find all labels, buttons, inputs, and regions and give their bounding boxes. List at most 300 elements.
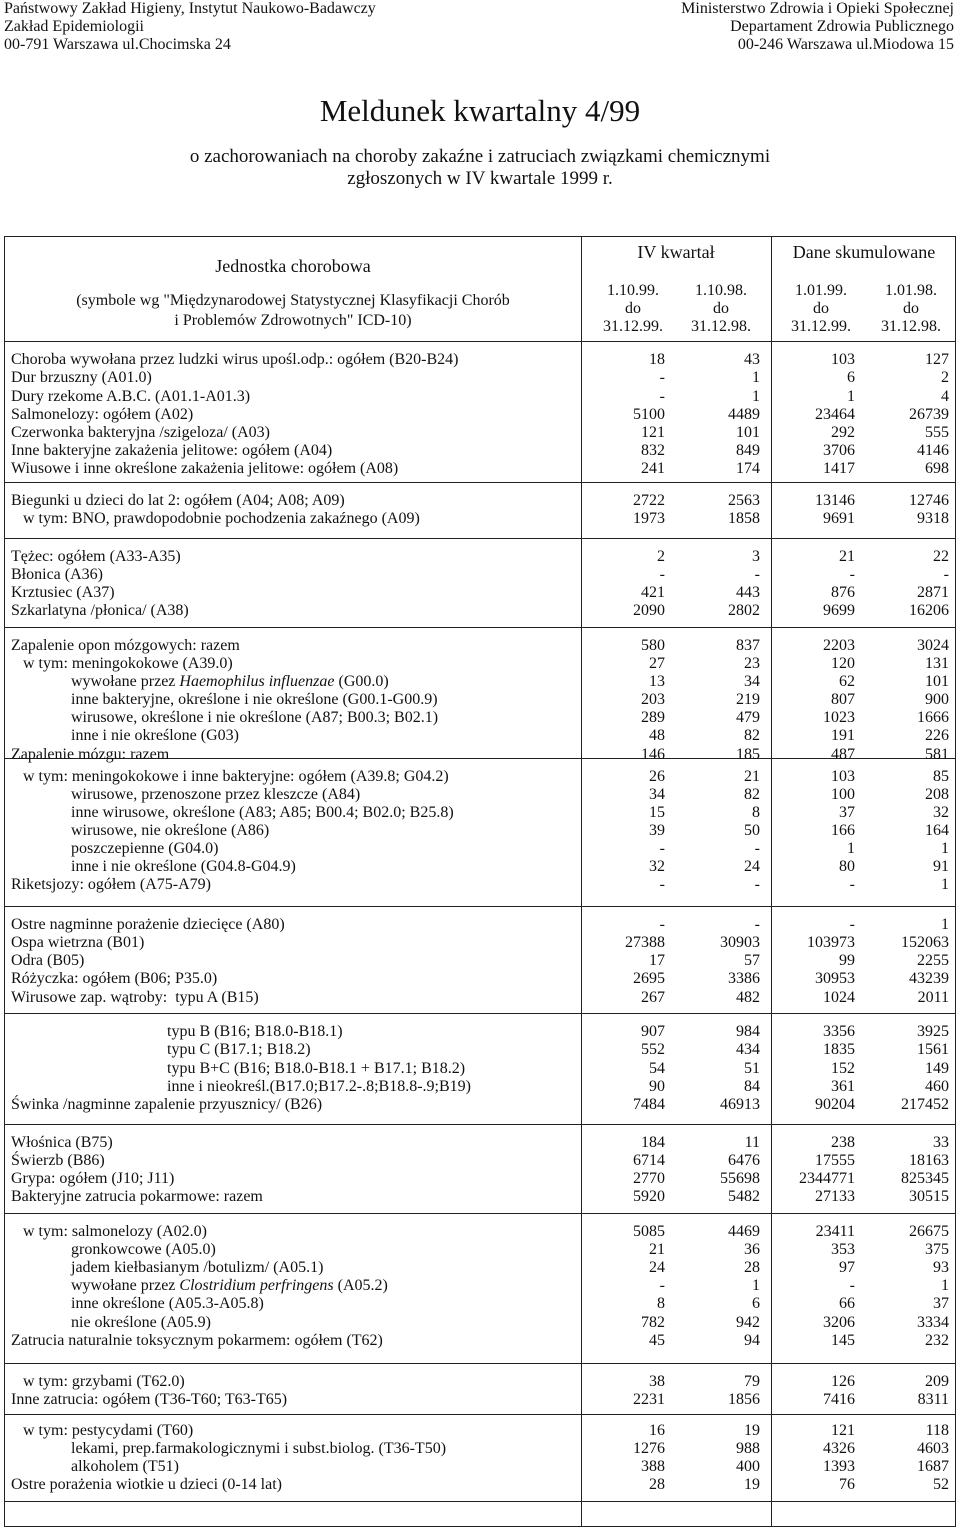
- row-label-text: poszczepienne (G04.0): [11, 840, 219, 857]
- value-cell: 1856: [728, 1391, 760, 1408]
- period-2-to: 31.12.98.: [691, 318, 751, 335]
- value-cell: 580: [641, 637, 665, 654]
- table-row: [5, 509, 957, 529]
- value-cell: 152063: [901, 934, 949, 951]
- value-cell: 2871: [917, 584, 949, 601]
- table-row: [5, 441, 957, 461]
- value-cell: 482: [736, 989, 760, 1006]
- table-row: [5, 654, 957, 674]
- row-label-text: Ostre nagminne porażenie dziecięce (A80): [11, 916, 285, 933]
- value-cell: 91: [933, 858, 949, 875]
- value-cell: 1687: [917, 1458, 949, 1475]
- row-label-text: typu C (B17.1; B18.2): [11, 1041, 311, 1058]
- row-label-suffix: (A05.2): [333, 1277, 388, 1294]
- header-ministry: [681, 0, 954, 54]
- value-cell: 21: [744, 768, 760, 785]
- table-row: [5, 1240, 957, 1260]
- value-cell: 267: [641, 989, 665, 1006]
- value-cell: 1024: [823, 989, 855, 1006]
- value-cell: 43239: [909, 970, 949, 987]
- header-institute: [4, 0, 376, 54]
- row-divider: [5, 1501, 955, 1502]
- value-cell: 100: [831, 786, 855, 803]
- table-row: [5, 933, 957, 953]
- value-cell: 375: [925, 1241, 949, 1258]
- value-cell: 11: [744, 1134, 760, 1151]
- value-cell: 698: [925, 460, 949, 477]
- row-label: [11, 387, 250, 407]
- row-label-text: inne i nie określone (G04.8-G04.9): [11, 858, 296, 875]
- value-cell: 32: [933, 804, 949, 821]
- header-left-line-3: 00-791 Warszawa ul.Chocimska 24: [4, 36, 231, 53]
- row-label: [11, 933, 144, 953]
- value-cell: 1858: [728, 510, 760, 527]
- value-cell: 82: [744, 786, 760, 803]
- value-cell: 26675: [909, 1223, 949, 1240]
- row-label: [11, 1372, 185, 1392]
- value-cell: 9699: [823, 602, 855, 619]
- value-cell: 17: [649, 952, 665, 969]
- row-label-text: Dury rzekome A.B.C. (A01.1-A01.3): [11, 388, 251, 405]
- header-right-line-3: 00-246 Warszawa ul.Miodowa 15: [737, 36, 954, 53]
- value-cell: 1561: [917, 1041, 949, 1058]
- row-label: [11, 601, 189, 621]
- value-cell: 1417: [823, 460, 855, 477]
- value-cell: 118: [925, 1422, 949, 1439]
- row-label-text: Świnka /nagminne zapalenie przyusznicy/ (B26): [11, 1096, 323, 1113]
- value-cell: 434: [736, 1041, 760, 1058]
- value-cell: 50: [744, 822, 760, 839]
- table-row: [5, 915, 957, 935]
- value-cell: 2231: [633, 1391, 665, 1408]
- row-label: [11, 1059, 465, 1079]
- value-cell: 2255: [917, 952, 949, 969]
- value-cell: 17555: [815, 1152, 855, 1169]
- value-cell: 90: [649, 1078, 665, 1095]
- value-cell: 4: [941, 388, 949, 405]
- value-cell: 4469: [728, 1223, 760, 1240]
- table-row: [5, 1475, 957, 1495]
- value-cell: 2770: [633, 1170, 665, 1187]
- value-cell: 1393: [823, 1458, 855, 1475]
- value-cell: 1: [847, 388, 855, 405]
- value-cell: -: [849, 1277, 855, 1294]
- value-cell: 1835: [823, 1041, 855, 1058]
- value-cell: 900: [925, 691, 949, 708]
- row-label: [11, 969, 217, 989]
- value-cell: 2090: [633, 602, 665, 619]
- value-cell: 443: [736, 584, 760, 601]
- value-cell: 5482: [728, 1188, 760, 1205]
- value-cell: 1: [941, 876, 949, 893]
- value-cell: -: [943, 566, 949, 583]
- row-label: [11, 583, 115, 603]
- value-cell: 353: [831, 1241, 855, 1258]
- value-cell: 849: [736, 442, 760, 459]
- row-label: [11, 821, 269, 841]
- row-label: [11, 988, 259, 1008]
- header-quarter: IV kwartał: [637, 242, 715, 262]
- table-row: [5, 839, 957, 859]
- table-row: [5, 368, 957, 388]
- table-row: [5, 636, 957, 656]
- value-cell: 45: [649, 1332, 665, 1349]
- value-cell: 5085: [633, 1223, 665, 1240]
- value-cell: 7484: [633, 1096, 665, 1113]
- value-cell: 85: [933, 768, 949, 785]
- value-cell: 43: [744, 351, 760, 368]
- value-cell: 15: [649, 804, 665, 821]
- row-label: [11, 745, 169, 765]
- value-cell: 217452: [901, 1096, 949, 1113]
- value-cell: 4326: [823, 1440, 855, 1457]
- value-cell: 26: [649, 768, 665, 785]
- value-cell: 3356: [823, 1023, 855, 1040]
- value-cell: 37: [839, 804, 855, 821]
- value-cell: -: [659, 369, 665, 386]
- value-cell: 3706: [823, 442, 855, 459]
- value-cell: 149: [925, 1060, 949, 1077]
- row-label: [11, 1187, 263, 1207]
- value-cell: 460: [925, 1078, 949, 1095]
- value-cell: 22: [933, 548, 949, 565]
- value-cell: 832: [641, 442, 665, 459]
- header-left-line-1: Państwowy Zakład Higieny, Instytut Naukowo-Badawczy: [4, 0, 376, 17]
- row-label-text: Zatrucia naturalnie toksycznym pokarmem: ogółem (T62): [11, 1332, 383, 1349]
- value-cell: 988: [736, 1440, 760, 1457]
- row-label-italic: Haemophilus influenzae: [179, 673, 335, 690]
- table-row: [5, 690, 957, 710]
- value-cell: 1666: [917, 709, 949, 726]
- value-cell: 164: [925, 822, 949, 839]
- value-cell: 2: [941, 369, 949, 386]
- value-cell: 555: [925, 424, 949, 441]
- header-period-1: [593, 282, 673, 336]
- value-cell: 1: [941, 916, 949, 933]
- row-label: [11, 350, 458, 370]
- row-label-text: Biegunki u dzieci do lat 2: ogółem (A04; A08; A09): [11, 492, 345, 509]
- value-cell: 121: [831, 1422, 855, 1439]
- value-cell: 19: [744, 1422, 760, 1439]
- value-cell: 97: [839, 1259, 855, 1276]
- row-label-text: inne określone (A05.3-A05.8): [11, 1295, 264, 1312]
- period-2-from: 1.10.98.: [695, 282, 747, 299]
- value-cell: 62: [839, 673, 855, 690]
- row-label-text: Krztusiec (A37): [11, 584, 115, 601]
- row-divider: [5, 1213, 955, 1214]
- row-label: [11, 1040, 311, 1060]
- value-cell: 21: [839, 548, 855, 565]
- row-label: [11, 1313, 211, 1333]
- row-label: [11, 951, 84, 971]
- row-label: [11, 491, 345, 511]
- row-label: [11, 767, 449, 787]
- row-divider: [5, 627, 955, 628]
- value-cell: 400: [736, 1458, 760, 1475]
- header-right-line-2: Departament Zdrowia Publicznego: [730, 18, 954, 35]
- value-cell: 1: [752, 369, 760, 386]
- table-row: [5, 1258, 957, 1278]
- value-cell: 51: [744, 1060, 760, 1077]
- row-label: [11, 785, 360, 805]
- value-cell: 3206: [823, 1314, 855, 1331]
- table-row: [5, 821, 957, 841]
- value-cell: 3386: [728, 970, 760, 987]
- value-cell: 145: [831, 1332, 855, 1349]
- value-cell: 942: [736, 1314, 760, 1331]
- value-cell: 33: [933, 1134, 949, 1151]
- row-label-text: Tężec: ogółem (A33-A35): [11, 548, 181, 565]
- value-cell: 101: [925, 673, 949, 690]
- value-cell: 388: [641, 1458, 665, 1475]
- row-label-text: Włośnica (B75): [11, 1134, 113, 1151]
- value-cell: 1: [752, 1277, 760, 1294]
- value-cell: 152: [831, 1060, 855, 1077]
- value-cell: 94: [744, 1332, 760, 1349]
- row-label: [11, 1133, 113, 1153]
- row-label-text: inne bakteryjne, określone i nie określone (G00.1-G00.9): [11, 691, 438, 708]
- row-label-text: Salmonelozy: ogółem (A02): [11, 406, 194, 423]
- row-divider: [5, 1414, 955, 1415]
- value-cell: 4489: [728, 406, 760, 423]
- value-cell: 6: [847, 369, 855, 386]
- row-label: [11, 1439, 446, 1459]
- table-row: [5, 1457, 957, 1477]
- value-cell: 208: [925, 786, 949, 803]
- value-cell: 6476: [728, 1152, 760, 1169]
- row-label: [11, 1390, 287, 1410]
- value-cell: 8: [752, 804, 760, 821]
- value-cell: 52: [933, 1476, 949, 1493]
- value-cell: 184: [641, 1134, 665, 1151]
- table-row: [5, 1294, 957, 1314]
- value-cell: 120: [831, 655, 855, 672]
- period-3-do: do: [813, 300, 829, 317]
- header-left-line-2: Zakład Epidemiologii: [4, 18, 144, 35]
- page-subtitle: [0, 146, 960, 190]
- table-row: [5, 785, 957, 805]
- row-label-suffix: (G00.0): [334, 673, 389, 690]
- table-row: [5, 1222, 957, 1242]
- period-1-from: 1.10.99.: [607, 282, 659, 299]
- table-row: [5, 1151, 957, 1171]
- value-cell: 289: [641, 709, 665, 726]
- row-label: [11, 636, 240, 656]
- value-cell: 19: [744, 1476, 760, 1493]
- value-cell: 30515: [909, 1188, 949, 1205]
- row-label-text: typu B+C (B16; B18.0-B18.1 + B17.1; B18.2): [11, 1060, 466, 1077]
- value-cell: 37: [933, 1295, 949, 1312]
- table-row: [5, 601, 957, 621]
- row-divider: [5, 1013, 955, 1014]
- table-row: [5, 1040, 957, 1060]
- value-cell: 825345: [901, 1170, 949, 1187]
- row-label-text: Odra (B05): [11, 952, 85, 969]
- period-1-do: do: [625, 300, 641, 317]
- row-label: [11, 672, 389, 692]
- row-label: [11, 1022, 343, 1042]
- report-table: [4, 236, 956, 1527]
- row-label: [11, 1151, 105, 1171]
- value-cell: 185: [736, 746, 760, 763]
- value-cell: -: [754, 840, 760, 857]
- table-row: [5, 745, 957, 765]
- row-label: [11, 547, 181, 567]
- value-cell: 99: [839, 952, 855, 969]
- row-label-italic: Clostridium perfringens: [179, 1277, 334, 1294]
- subtitle-line-2: zgłoszonych w IV kwartale 1999 r.: [347, 168, 613, 189]
- table-row: [5, 1421, 957, 1441]
- period-2-do: do: [713, 300, 729, 317]
- row-label: [11, 803, 454, 823]
- value-cell: 2: [657, 548, 665, 565]
- row-label-text: lekami, prep.farmakologicznymi i subst.biolog. (T36-T50): [11, 1440, 447, 1457]
- row-label-text: inne i nieokreśl.(B17.0;B17.2-.8;B18.8-.9;B19): [11, 1078, 471, 1095]
- row-label-text: inne i nie określone (G03): [11, 727, 239, 744]
- row-label-text: w tym: grzybami (T62.0): [11, 1373, 185, 1390]
- row-label: [11, 1475, 282, 1495]
- table-row: [5, 547, 957, 567]
- value-cell: 34: [649, 786, 665, 803]
- value-cell: 76: [839, 1476, 855, 1493]
- value-cell: -: [754, 876, 760, 893]
- table-row: [5, 583, 957, 603]
- value-cell: 146: [641, 746, 665, 763]
- value-cell: 18163: [909, 1152, 949, 1169]
- value-cell: 9318: [917, 510, 949, 527]
- period-3-to: 31.12.99.: [791, 318, 851, 335]
- row-label-text: w tym: pestycydami (T60): [11, 1422, 194, 1439]
- row-label-text: Bakteryjne zatrucia pokarmowe: razem: [11, 1188, 263, 1205]
- row-label: [11, 459, 398, 479]
- table-row: [5, 1372, 957, 1392]
- value-cell: 23411: [815, 1223, 855, 1240]
- value-cell: -: [659, 876, 665, 893]
- row-label-text: wirusowe, przenoszone przez kleszcze (A84): [11, 786, 361, 803]
- value-cell: 27133: [815, 1188, 855, 1205]
- table-row: [5, 803, 957, 823]
- value-cell: 907: [641, 1023, 665, 1040]
- value-cell: -: [659, 916, 665, 933]
- table-row: [5, 1022, 957, 1042]
- value-cell: 2344771: [799, 1170, 855, 1187]
- row-label: [11, 1258, 323, 1278]
- table-row: [5, 1390, 957, 1410]
- value-cell: 24: [649, 1259, 665, 1276]
- table-row: [5, 875, 957, 895]
- row-label-text: Czerwonka bakteryjna /szigeloza/ (A03): [11, 424, 271, 441]
- subtitle-line-1: o zachorowaniach na choroby zakaźne i zatruciach związkami chemicznymi: [189, 146, 771, 167]
- value-cell: 79: [744, 1373, 760, 1390]
- value-cell: 55698: [720, 1170, 760, 1187]
- value-cell: 126: [831, 1373, 855, 1390]
- header-unit-title: Jednostka chorobowa: [215, 256, 371, 276]
- value-cell: 9691: [823, 510, 855, 527]
- header-right-line-1: Ministerstwo Zdrowia i Opieki Społecznej: [681, 0, 954, 17]
- row-label: [11, 423, 270, 443]
- value-cell: 90204: [815, 1096, 855, 1113]
- value-cell: -: [849, 916, 855, 933]
- value-cell: 479: [736, 709, 760, 726]
- value-cell: 191: [831, 727, 855, 744]
- row-divider: [5, 1363, 955, 1364]
- row-label: [11, 654, 233, 674]
- period-4-do: do: [903, 300, 919, 317]
- table-row: [5, 1439, 957, 1459]
- value-cell: 2011: [917, 989, 949, 1006]
- value-cell: 39: [649, 822, 665, 839]
- row-label: [11, 509, 420, 529]
- value-cell: 581: [925, 746, 949, 763]
- value-cell: 487: [831, 746, 855, 763]
- table-row: [5, 951, 957, 971]
- value-cell: -: [849, 566, 855, 583]
- value-cell: 203: [641, 691, 665, 708]
- value-cell: 27388: [625, 934, 665, 951]
- table-row: [5, 350, 957, 370]
- table-row: [5, 1095, 957, 1115]
- table-row: [5, 1059, 957, 1079]
- row-label-text: Wirusowe zap. wątroby: typu A (B15): [11, 989, 259, 1006]
- value-cell: 23: [744, 655, 760, 672]
- value-cell: 421: [641, 584, 665, 601]
- value-cell: -: [754, 916, 760, 933]
- value-cell: 226: [925, 727, 949, 744]
- value-cell: 3334: [917, 1314, 949, 1331]
- value-cell: 5920: [633, 1188, 665, 1205]
- row-label-text: alkoholem (T51): [11, 1458, 179, 1475]
- header-period-2: [681, 282, 761, 336]
- row-label: [11, 726, 239, 746]
- value-cell: 4603: [917, 1440, 949, 1457]
- value-cell: 127: [925, 351, 949, 368]
- value-cell: 1276: [633, 1440, 665, 1457]
- row-label-text: Zapalenie opon mózgowych: razem: [11, 637, 240, 654]
- table-row: [5, 1313, 957, 1333]
- row-label-text: w tym: meningokokowe i inne bakteryjne: ogółem (A39.8; G04.2): [11, 768, 449, 785]
- value-cell: 7416: [823, 1391, 855, 1408]
- value-cell: 66: [839, 1295, 855, 1312]
- value-cell: 26739: [909, 406, 949, 423]
- row-label-text: w tym: meningokokowe (A39.0): [11, 655, 233, 672]
- value-cell: 8: [657, 1295, 665, 1312]
- value-cell: 103: [831, 351, 855, 368]
- value-cell: 121: [641, 424, 665, 441]
- row-label: [11, 1169, 174, 1189]
- table-row: [5, 726, 957, 746]
- row-label: [11, 565, 103, 585]
- row-divider: [5, 341, 955, 342]
- row-label: [11, 1276, 388, 1296]
- row-label-text: Grypa: ogółem (J10; J11): [11, 1170, 175, 1187]
- value-cell: 2563: [728, 492, 760, 509]
- value-cell: 1: [847, 840, 855, 857]
- value-cell: -: [659, 1277, 665, 1294]
- value-cell: 27: [649, 655, 665, 672]
- period-1-to: 31.12.99.: [603, 318, 663, 335]
- row-label-text: Dur brzuszny (A01.0): [11, 369, 152, 386]
- value-cell: 46913: [720, 1096, 760, 1113]
- value-cell: 1973: [633, 510, 665, 527]
- value-cell: 23464: [815, 406, 855, 423]
- header-period-3: [781, 282, 861, 336]
- value-cell: 1: [941, 1277, 949, 1294]
- row-label-text: gronkowcowe (A05.0): [11, 1241, 216, 1258]
- value-cell: 238: [831, 1134, 855, 1151]
- value-cell: 837: [736, 637, 760, 654]
- table-row: [5, 387, 957, 407]
- period-4-to: 31.12.98.: [881, 318, 941, 335]
